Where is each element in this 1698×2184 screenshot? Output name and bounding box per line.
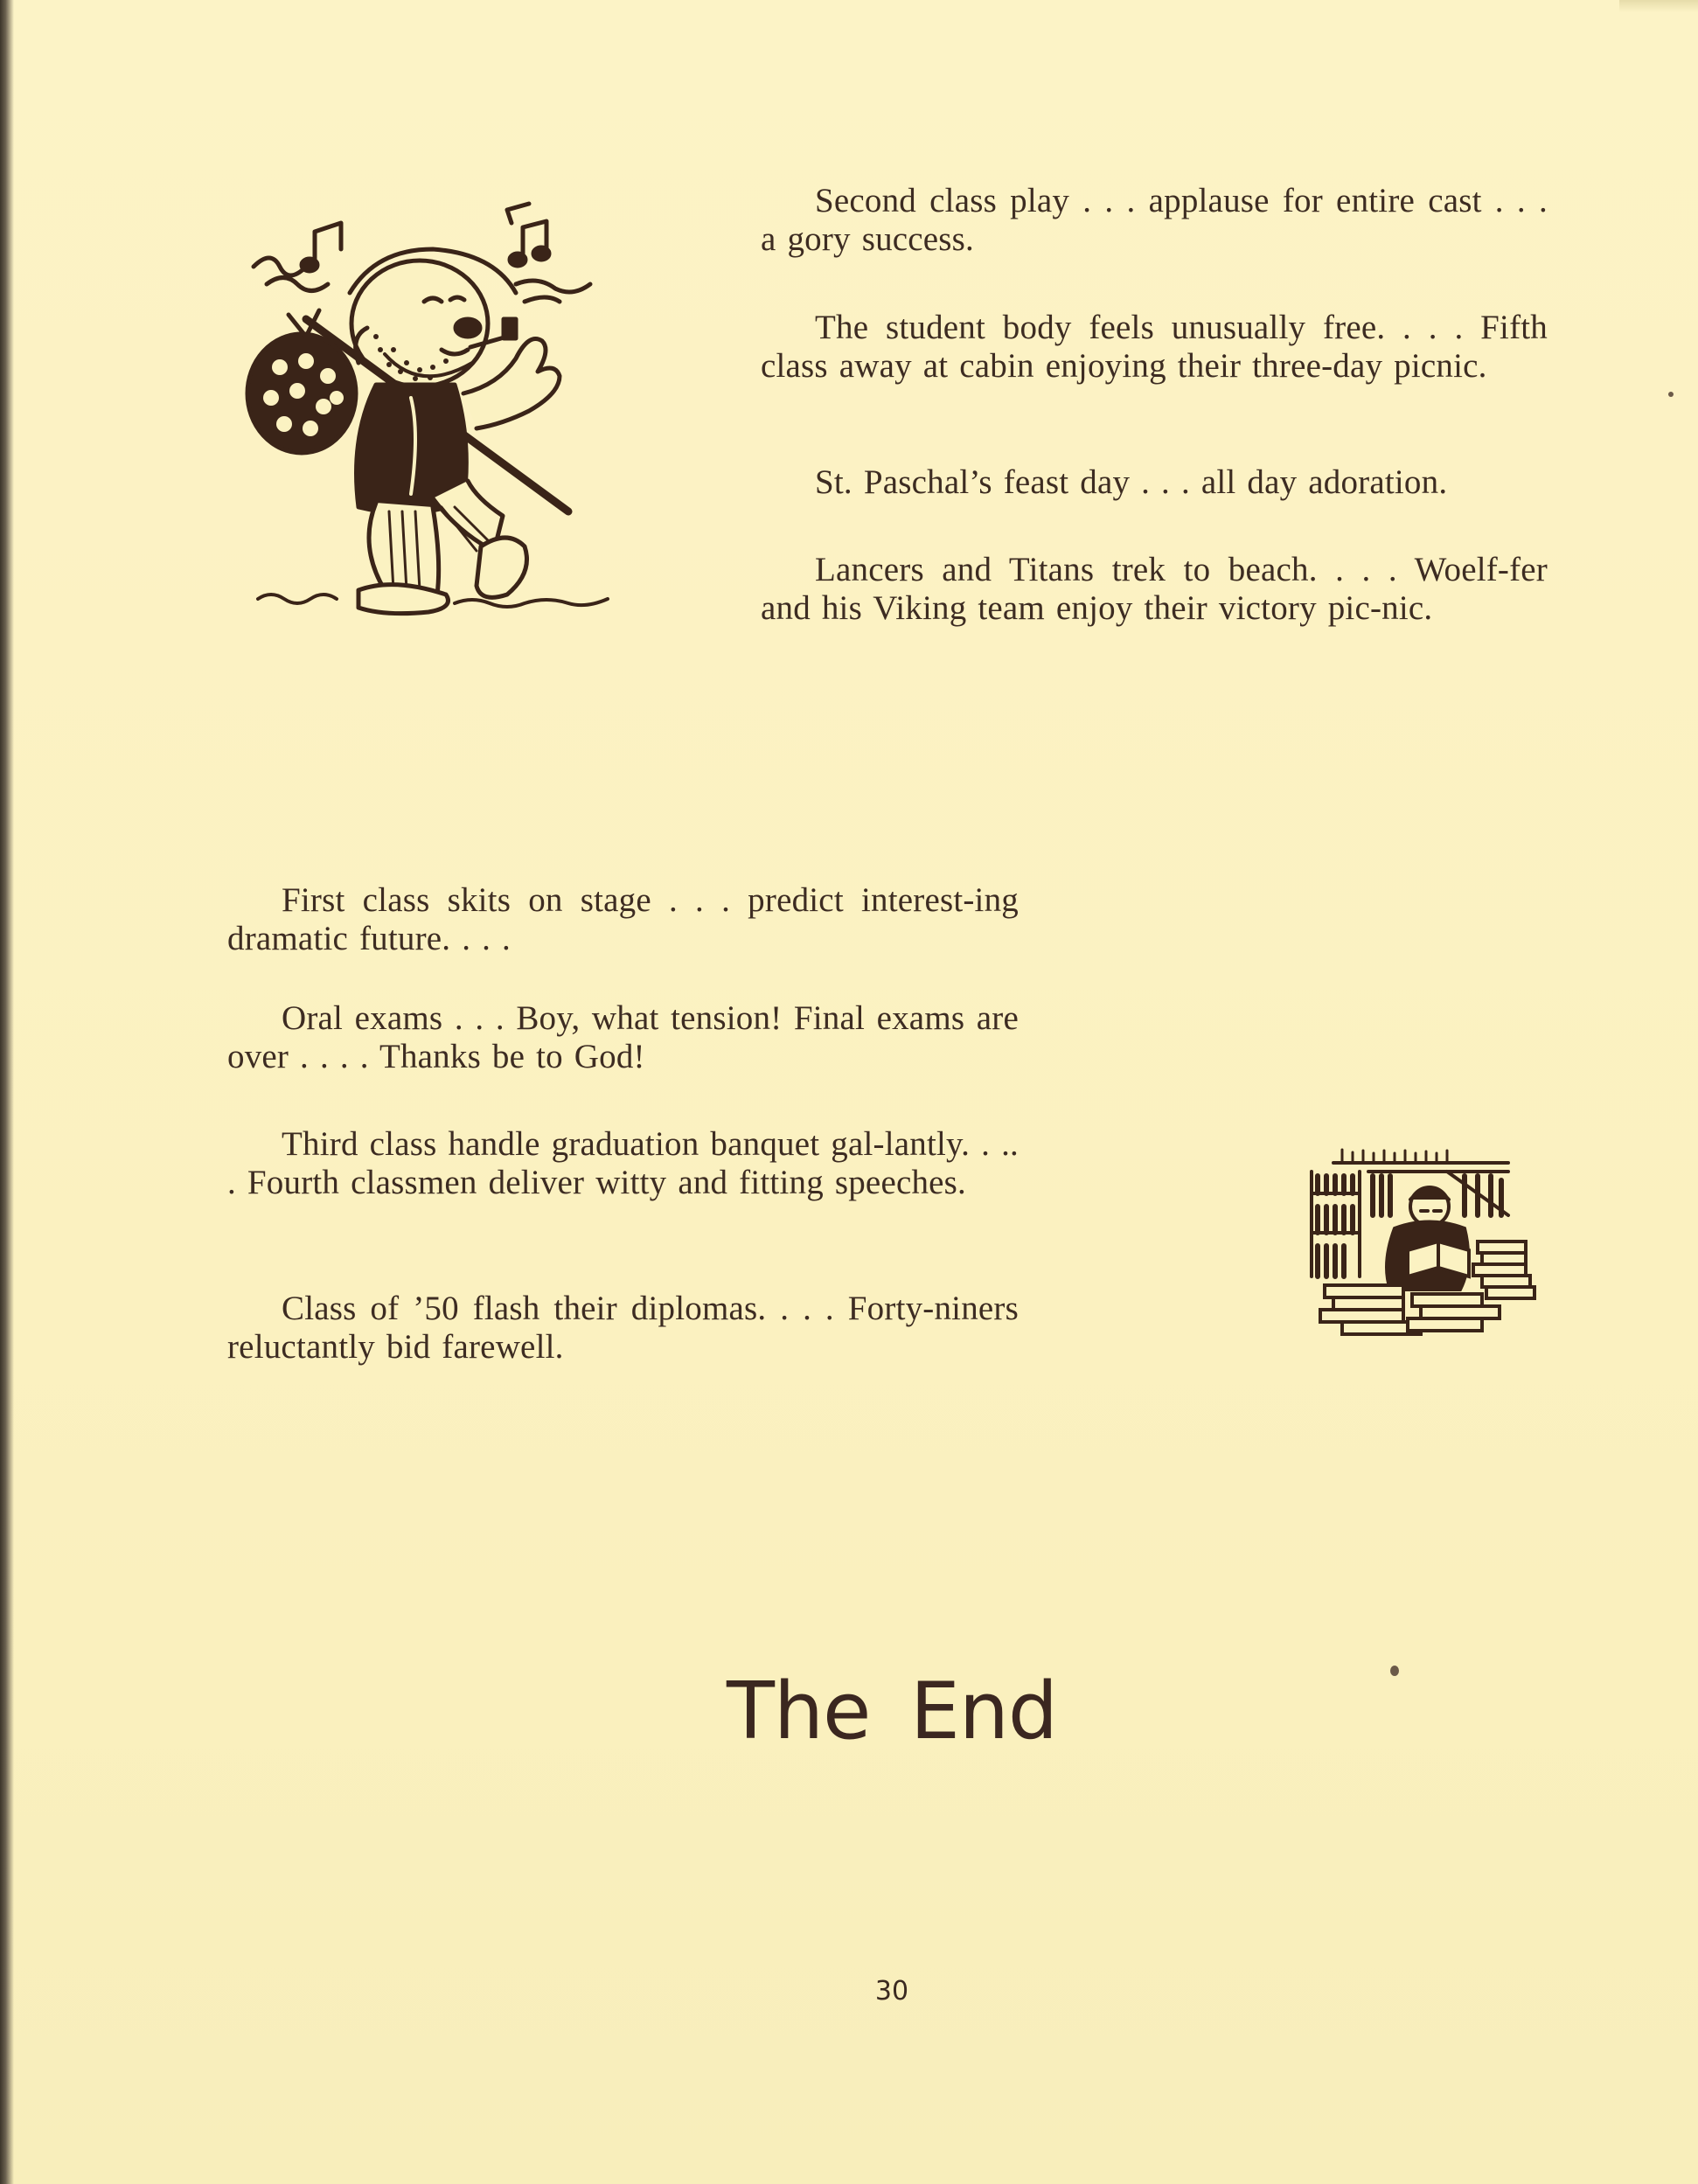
paragraph-third-class-banquet: Third class handle graduation banquet gal-lantly. . .. . Fourth classmen deliver witty and fitting speeches. [227,1125,1019,1201]
student-reading-books-icon [1307,1145,1543,1346]
paragraph-st-paschal-feast: St. Paschal’s feast day . . . all day adoration. [815,463,1448,501]
paragraph-second-class-play: Second class play . . . applause for entire cast . . . a gory success. [761,182,1548,258]
paragraph-oral-exams: Oral exams . . . Boy, what tension! Final exams are over . . . . Thanks be to God! [227,999,1019,1075]
paper-speck [1668,392,1674,397]
paragraph-student-body-free: The student body feels unusually free. . . . Fifth class away at cabin enjoying their three-day picnic. [761,309,1548,385]
paragraph-class-of-50: Class of ’50 flash their diplomas. . . . Forty-niners reluctantly bid farewell. [227,1290,1019,1366]
page-binding-edge [0,0,14,2184]
page-corner-shadow [1619,0,1698,12]
paper-speck [1390,1666,1399,1676]
paragraph-lancers-titans: Lancers and Titans trek to beach. . . . Woelf-fer and his Viking team enjoy their victory pic-nic. [761,551,1548,627]
paragraph-first-class-skits: First class skits on stage . . . predict interest-ing dramatic future. . . . [227,881,1019,957]
walking-hobo-icon [245,197,630,616]
closing-title: The End [726,1666,1058,1757]
page-number: 30 [874,1976,909,2007]
